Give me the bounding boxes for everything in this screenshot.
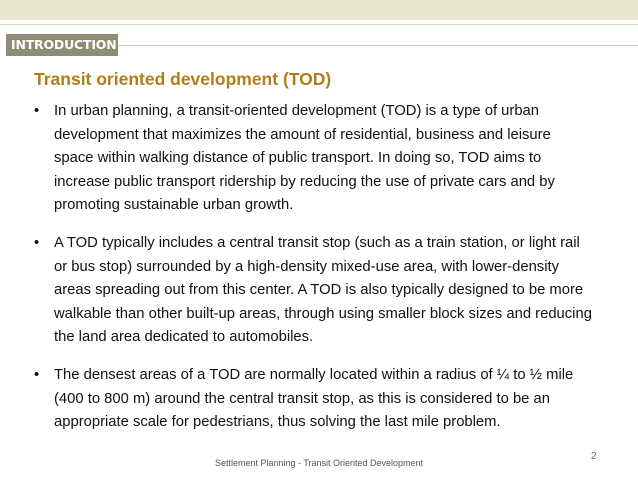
bullet-text: A TOD typically includes a central transit stop (such as a train station, or light rail or bus stop) surrounded by a high-density mixed-use area, with lower-density areas spreading out from this center. A TOD is also typically designed to be more walkable than other built-up areas, through using smaller block sizes and reducing the land area dedicated to automobiles. [54,234,592,346]
bullet-item [34,100,594,218]
bullet-list [34,100,594,435]
bullet-dot: • [34,366,40,383]
section-label: INTRODUCTION [11,37,117,52]
bullet-dot: • [34,234,40,251]
footer-text: Settlement Planning - Transit Oriented Development [214,458,424,468]
slide-title: Transit oriented development (TOD) [34,69,332,89]
bullet-item [34,232,594,350]
bullet-item [34,364,594,435]
bullet-text: In urban planning, a transit-oriented development (TOD) is a type of urban development that maximizes the amount of residential, business and leisure space within walking distance of public transport. In doing so, TOD aims to increase public transport ridership by reducing the use of private cars and by promoting sustainable urban growth. [54,103,555,214]
bullet-text: The densest areas of a TOD are normally located within a radius of ¼ to ½ mile (400 to 800 m) around the central transit stop, as this is considered to be an appropriate scale for pedestrians, thus solving the last mile problem. [54,366,574,431]
bullet-dot: • [34,103,40,119]
page-number: 2 [591,451,597,462]
header-divider [118,45,638,46]
header-divider-top [0,24,638,25]
top-decor-bar [0,0,638,20]
